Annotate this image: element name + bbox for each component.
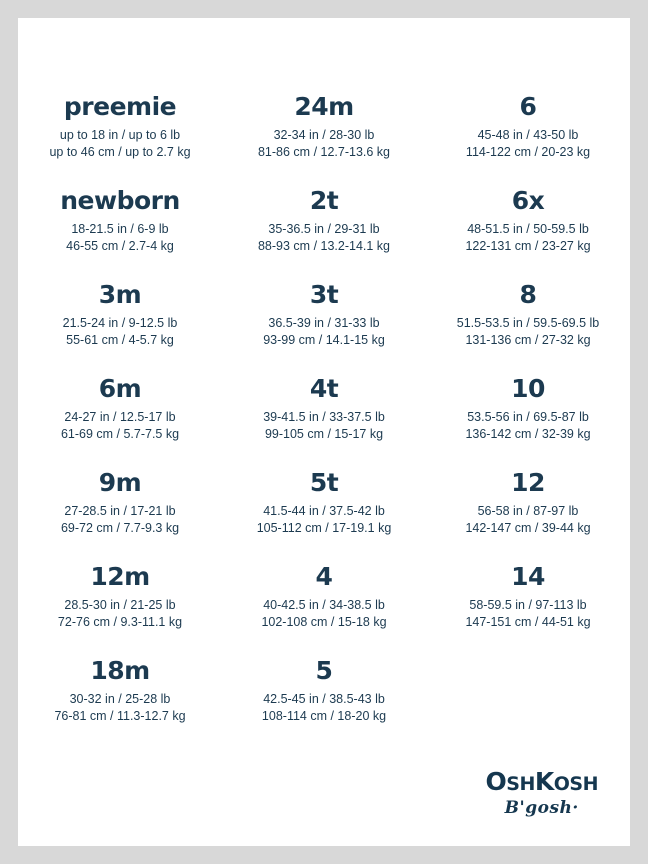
size-imperial: up to 18 in / up to 6 lb [59, 128, 181, 142]
size-imperial: 28.5-30 in / 21-25 lb [64, 598, 176, 612]
size-label: 2t [309, 186, 339, 215]
size-metric: 147-151 cm / 44-51 kg [465, 615, 591, 629]
size-label: newborn [60, 186, 180, 215]
size-label: 6 [519, 92, 537, 121]
size-cell [222, 468, 426, 562]
size-imperial: 48-51.5 in / 50-59.5 lb [467, 222, 589, 236]
size-metric: 55-61 cm / 4-5.7 kg [66, 333, 174, 347]
size-label: 5 [315, 656, 333, 685]
size-imperial: 18-21.5 in / 6-9 lb [71, 222, 169, 236]
size-grid [18, 92, 630, 750]
size-metric: 102-108 cm / 15-18 kg [261, 615, 387, 629]
size-cell [426, 562, 630, 656]
size-label: 12 [511, 468, 545, 497]
size-metric: 122-131 cm / 23-27 kg [465, 239, 591, 253]
size-metric: 105-112 cm / 17-19.1 kg [256, 521, 392, 535]
size-label: 5t [309, 468, 339, 497]
size-cell [18, 656, 222, 750]
size-cell [18, 92, 222, 186]
size-cell [426, 280, 630, 374]
size-cell [222, 280, 426, 374]
size-label: 6m [98, 374, 142, 403]
size-cell [426, 468, 630, 562]
size-label: 14 [511, 562, 545, 591]
size-cell [18, 186, 222, 280]
size-cell [222, 92, 426, 186]
size-imperial: 24-27 in / 12.5-17 lb [64, 410, 176, 424]
size-label: 12m [90, 562, 150, 591]
size-metric: 93-99 cm / 14.1-15 kg [263, 333, 385, 347]
size-label: 18m [90, 656, 150, 685]
size-metric: 99-105 cm / 15-17 kg [264, 427, 384, 441]
size-cell [426, 92, 630, 186]
size-metric: 142-147 cm / 39-44 kg [465, 521, 591, 535]
size-imperial: 53.5-56 in / 69.5-87 lb [467, 410, 589, 424]
brand-logo-line2: B'gosh· [504, 798, 579, 818]
size-imperial: 56-58 in / 87-97 lb [477, 504, 579, 518]
size-cell [18, 374, 222, 468]
size-imperial: 51.5-53.5 in / 59.5-69.5 lb [456, 316, 600, 330]
brand-letter-k: K [534, 767, 554, 796]
size-metric: up to 46 cm / up to 2.7 kg [49, 145, 191, 159]
size-imperial: 30-32 in / 25-28 lb [69, 692, 171, 706]
size-label: 3t [309, 280, 339, 309]
size-imperial: 40-42.5 in / 34-38.5 lb [263, 598, 385, 612]
brand-logo-line1 [486, 768, 598, 798]
size-metric: 76-81 cm / 11.3-12.7 kg [54, 709, 186, 723]
size-cell [222, 656, 426, 750]
size-metric: 69-72 cm / 7.7-9.3 kg [60, 521, 180, 535]
brand-letters-osh: OSH [553, 773, 598, 795]
size-metric: 114-122 cm / 20-23 kg [465, 145, 591, 159]
size-cell [18, 280, 222, 374]
brand-logo [486, 768, 598, 818]
size-imperial: 21.5-24 in / 9-12.5 lb [62, 316, 178, 330]
size-imperial: 42.5-45 in / 38.5-43 lb [263, 692, 385, 706]
size-label: 8 [519, 280, 537, 309]
size-label: 4 [315, 562, 333, 591]
size-metric: 61-69 cm / 5.7-7.5 kg [60, 427, 180, 441]
size-imperial: 45-48 in / 43-50 lb [477, 128, 579, 142]
size-label: 6x [511, 186, 545, 215]
size-cell [426, 186, 630, 280]
size-metric: 108-114 cm / 18-20 kg [261, 709, 387, 723]
size-metric: 88-93 cm / 13.2-14.1 kg [257, 239, 391, 253]
size-imperial: 27-28.5 in / 17-21 lb [64, 504, 176, 518]
size-imperial: 58-59.5 in / 97-113 lb [469, 598, 587, 612]
size-label: 4t [309, 374, 339, 403]
size-cell [426, 374, 630, 468]
brand-letter-o: O [485, 767, 507, 796]
size-label: preemie [63, 92, 177, 121]
size-metric: 81-86 cm / 12.7-13.6 kg [257, 145, 391, 159]
size-label: 3m [98, 280, 142, 309]
size-cell [18, 562, 222, 656]
size-cell [222, 374, 426, 468]
size-imperial: 32-34 in / 28-30 lb [273, 128, 375, 142]
size-metric: 46-55 cm / 2.7-4 kg [66, 239, 174, 253]
brand-letters-sh: SH [506, 773, 535, 795]
size-metric: 136-142 cm / 32-39 kg [465, 427, 591, 441]
size-metric: 131-136 cm / 27-32 kg [465, 333, 591, 347]
size-label: 9m [98, 468, 142, 497]
size-cell [222, 562, 426, 656]
size-imperial: 41.5-44 in / 37.5-42 lb [263, 504, 385, 518]
size-imperial: 39-41.5 in / 33-37.5 lb [263, 410, 385, 424]
size-label: 10 [511, 374, 545, 403]
size-imperial: 35-36.5 in / 29-31 lb [268, 222, 380, 236]
size-cell [222, 186, 426, 280]
size-label: 24m [294, 92, 354, 121]
size-chart-page [18, 18, 630, 846]
size-metric: 72-76 cm / 9.3-11.1 kg [57, 615, 183, 629]
size-imperial: 36.5-39 in / 31-33 lb [268, 316, 380, 330]
size-cell [18, 468, 222, 562]
